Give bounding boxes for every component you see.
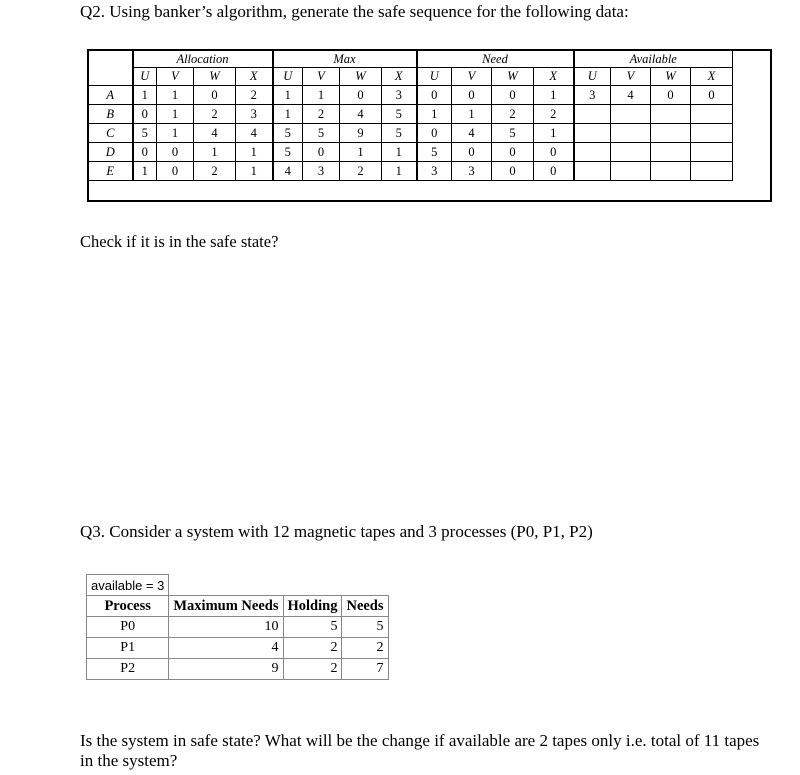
available-cell (611, 124, 651, 143)
need-cell: 1 (417, 105, 452, 124)
max-cell: 4 (273, 162, 303, 181)
resource-header-max-u: U (273, 68, 303, 86)
resource-header-available-x: X (691, 68, 733, 86)
group-need: Need (417, 51, 574, 68)
available-label: available = 3 (87, 575, 169, 596)
allocation-cell: 2 (194, 162, 236, 181)
process-label: E (89, 162, 133, 181)
allocation-cell: 1 (133, 162, 157, 181)
process-label: D (89, 143, 133, 162)
available-cell (611, 105, 651, 124)
allocation-cell: 1 (194, 143, 236, 162)
need-cell: 0 (417, 86, 452, 105)
holding-cell: 2 (283, 638, 342, 659)
table-row (89, 86, 733, 105)
needs-cell: 7 (342, 659, 388, 680)
available-cell (691, 162, 733, 181)
allocation-cell: 0 (157, 162, 194, 181)
q3-question: Is the system in safe state? What will be the change if available are 2 tapes only i.e. total of 11 tapes in the system? (80, 731, 760, 770)
max-cell: 9 (340, 124, 382, 143)
allocation-cell: 1 (236, 143, 273, 162)
allocation-cell: 2 (236, 86, 273, 105)
available-cell (651, 162, 691, 181)
available-cell: 0 (651, 86, 691, 105)
need-cell: 2 (534, 105, 574, 124)
resource-header-need-x: X (534, 68, 574, 86)
allocation-cell: 5 (133, 124, 157, 143)
needs-cell: 2 (342, 638, 388, 659)
max-cell: 9 (169, 659, 283, 680)
allocation-cell: 1 (133, 86, 157, 105)
resource-header-allocation-v: V (157, 68, 194, 86)
max-cell: 3 (382, 86, 417, 105)
holding-cell: 2 (283, 659, 342, 680)
resource-header-allocation-u: U (133, 68, 157, 86)
allocation-cell: 0 (133, 105, 157, 124)
max-cell: 1 (340, 143, 382, 162)
table-row (89, 162, 733, 181)
allocation-cell: 0 (194, 86, 236, 105)
needs-cell: 5 (342, 617, 388, 638)
max-cell: 4 (340, 105, 382, 124)
resource-header-available-w: W (651, 68, 691, 86)
max-cell: 4 (169, 638, 283, 659)
need-cell: 0 (452, 143, 492, 162)
q2-title: Q2. Using banker’s algorithm, generate the safe sequence for the following data: (80, 2, 629, 21)
available-cell (574, 143, 611, 162)
need-cell: 0 (492, 162, 534, 181)
max-cell: 5 (303, 124, 340, 143)
need-cell: 0 (534, 143, 574, 162)
need-cell: 1 (534, 86, 574, 105)
available-cell (691, 105, 733, 124)
table-row (87, 638, 389, 659)
allocation-cell: 0 (133, 143, 157, 162)
bankers-table (88, 50, 733, 181)
available-cell: 3 (574, 86, 611, 105)
process-cell: P2 (87, 659, 169, 680)
need-cell: 0 (417, 124, 452, 143)
need-cell: 1 (534, 124, 574, 143)
resource-header-max-x: X (382, 68, 417, 86)
allocation-cell: 1 (157, 86, 194, 105)
available-cell (611, 143, 651, 162)
table-row (89, 105, 733, 124)
resource-header-max-w: W (340, 68, 382, 86)
allocation-cell: 1 (157, 124, 194, 143)
resource-header-need-w: W (492, 68, 534, 86)
max-cell: 2 (340, 162, 382, 181)
blank-cell (169, 575, 388, 596)
max-cell: 1 (273, 105, 303, 124)
resource-header-available-v: V (611, 68, 651, 86)
available-cell (574, 162, 611, 181)
available-cell (611, 162, 651, 181)
table-row (89, 143, 733, 162)
need-cell: 0 (492, 86, 534, 105)
need-cell: 2 (492, 105, 534, 124)
table-row (89, 124, 733, 143)
max-cell: 5 (273, 143, 303, 162)
max-cell: 2 (303, 105, 340, 124)
available-cell: 0 (691, 86, 733, 105)
available-cell (651, 124, 691, 143)
available-cell (691, 124, 733, 143)
need-cell: 0 (452, 86, 492, 105)
max-cell: 5 (273, 124, 303, 143)
need-cell: 5 (417, 143, 452, 162)
allocation-cell: 1 (236, 162, 273, 181)
header-needs: Needs (342, 596, 388, 617)
max-cell: 10 (169, 617, 283, 638)
process-label: C (89, 124, 133, 143)
header-holding: Holding (283, 596, 342, 617)
resource-header-available-u: U (574, 68, 611, 86)
table-row (87, 617, 389, 638)
allocation-cell: 2 (194, 105, 236, 124)
need-cell: 4 (452, 124, 492, 143)
resource-header-need-v: V (452, 68, 492, 86)
max-cell: 5 (382, 105, 417, 124)
process-label: A (89, 86, 133, 105)
need-cell: 5 (492, 124, 534, 143)
header-maximum-needs: Maximum Needs (169, 596, 283, 617)
available-cell (574, 105, 611, 124)
available-cell (651, 143, 691, 162)
header-process: Process (87, 596, 169, 617)
process-cell: P0 (87, 617, 169, 638)
allocation-cell: 4 (236, 124, 273, 143)
group-allocation: Allocation (133, 51, 273, 68)
holding-cell: 5 (283, 617, 342, 638)
max-cell: 1 (382, 143, 417, 162)
process-label: B (89, 105, 133, 124)
need-cell: 3 (452, 162, 492, 181)
need-cell: 0 (534, 162, 574, 181)
max-cell: 1 (303, 86, 340, 105)
allocation-cell: 3 (236, 105, 273, 124)
available-cell (574, 124, 611, 143)
allocation-cell: 0 (157, 143, 194, 162)
available-cell (691, 143, 733, 162)
tapes-table (86, 574, 389, 680)
available-cell (651, 105, 691, 124)
max-cell: 5 (382, 124, 417, 143)
max-cell: 0 (340, 86, 382, 105)
max-cell: 1 (273, 86, 303, 105)
resource-header-allocation-x: X (236, 68, 273, 86)
resource-header-need-u: U (417, 68, 452, 86)
resource-header-max-v: V (303, 68, 340, 86)
q3-title: Q3. Consider a system with 12 magnetic tapes and 3 processes (P0, P1, P2) (80, 522, 593, 541)
need-cell: 3 (417, 162, 452, 181)
process-cell: P1 (87, 638, 169, 659)
resource-header-allocation-w: W (194, 68, 236, 86)
max-cell: 3 (303, 162, 340, 181)
corner-cell (89, 51, 133, 86)
allocation-cell: 1 (157, 105, 194, 124)
group-available: Available (574, 51, 733, 68)
allocation-cell: 4 (194, 124, 236, 143)
need-cell: 0 (492, 143, 534, 162)
group-max: Max (273, 51, 417, 68)
max-cell: 0 (303, 143, 340, 162)
check-question: Check if it is in the safe state? (80, 232, 279, 251)
need-cell: 1 (452, 105, 492, 124)
available-cell: 4 (611, 86, 651, 105)
table-row (87, 659, 389, 680)
max-cell: 1 (382, 162, 417, 181)
